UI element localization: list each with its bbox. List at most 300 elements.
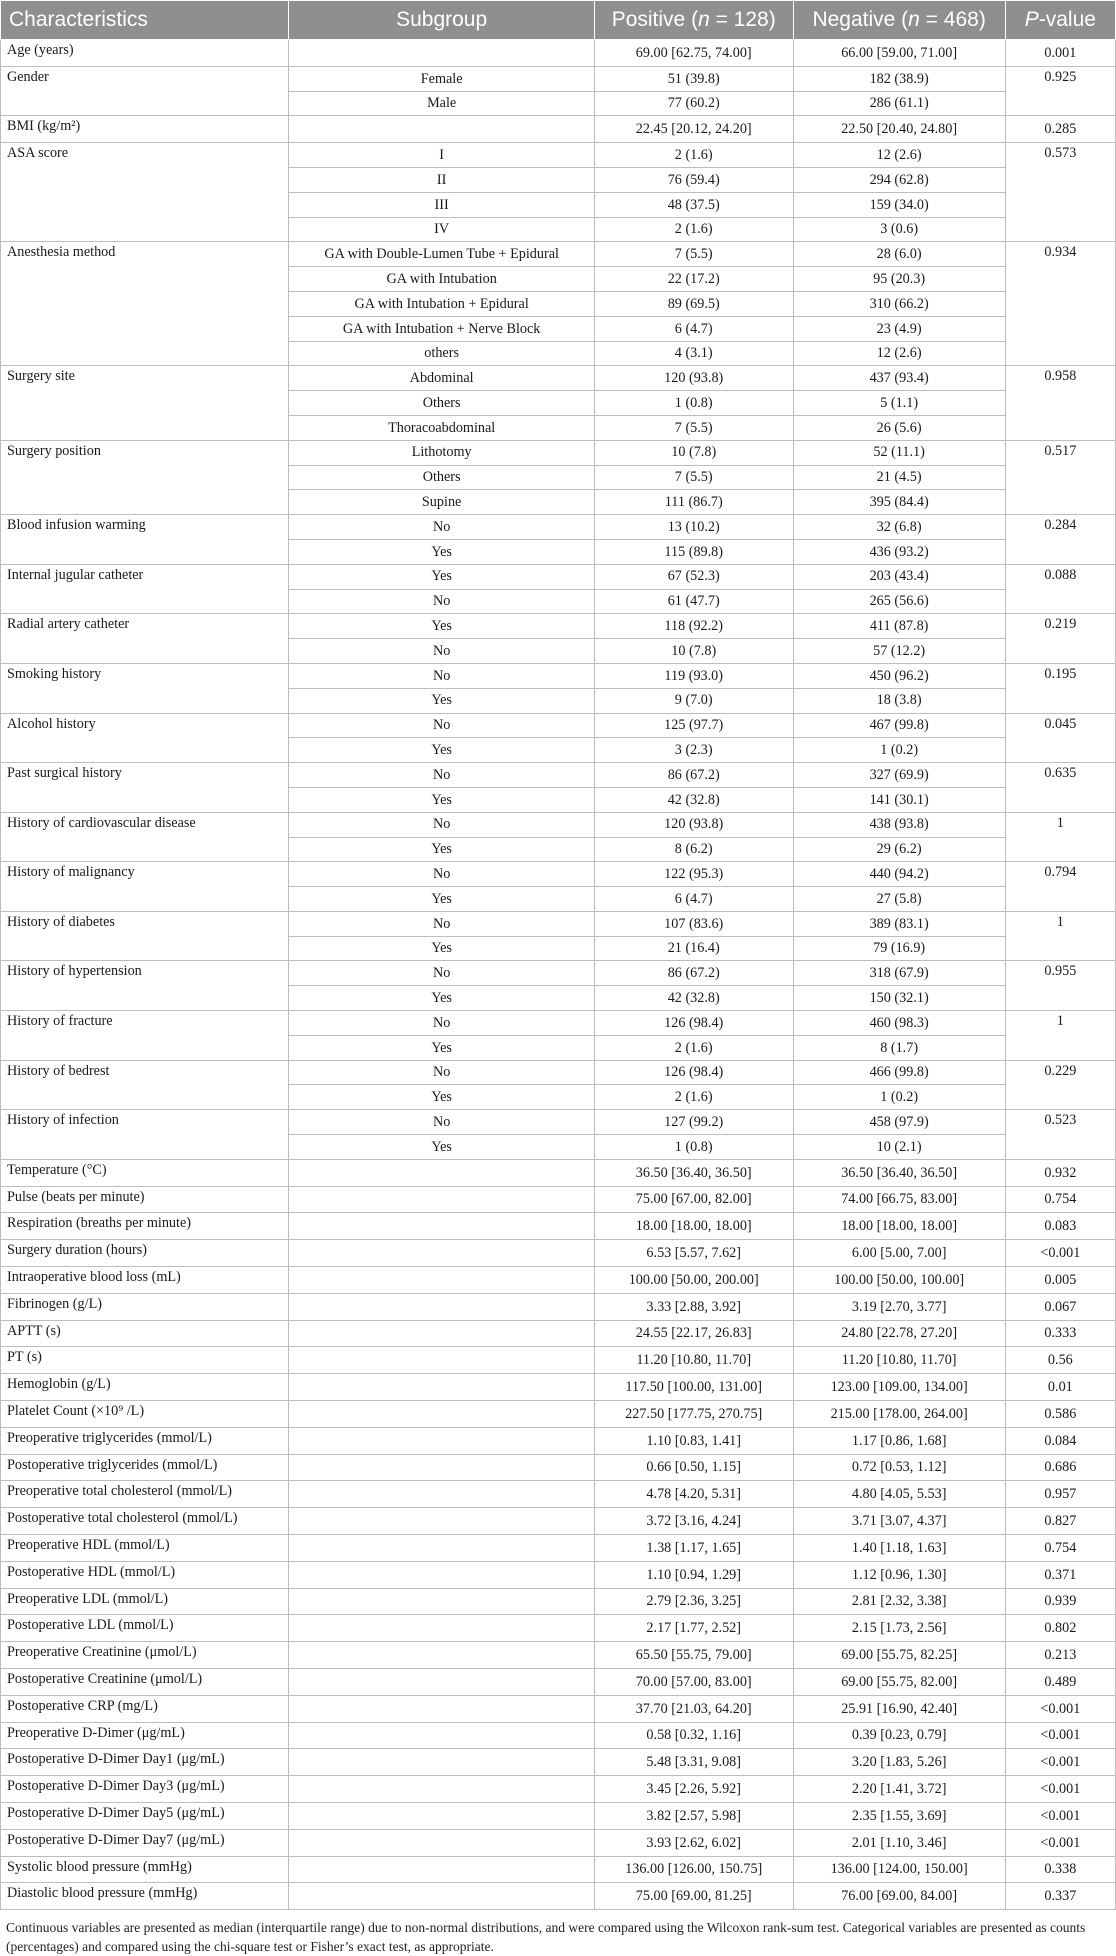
cell-subgroup: No: [289, 862, 594, 887]
cell-subgroup: No: [289, 961, 594, 986]
cell-pvalue: 0.001: [1005, 40, 1115, 67]
cell-characteristic: Postoperative D-Dimer Day1 (μg/mL): [1, 1749, 289, 1776]
table-row: [1, 1186, 1116, 1213]
cell-characteristic: Postoperative D-Dimer Day3 (μg/mL): [1, 1776, 289, 1803]
cell-negative: 3.20 [1.83, 5.26]: [793, 1749, 1005, 1776]
cell-subgroup: Yes: [289, 787, 594, 812]
cell-pvalue: 0.219: [1005, 614, 1115, 664]
cell-negative: 24.80 [22.78, 27.20]: [793, 1320, 1005, 1347]
cell-subgroup: [289, 1320, 594, 1347]
cell-negative: 69.00 [55.75, 82.00]: [793, 1669, 1005, 1696]
cell-subgroup: [289, 1561, 594, 1588]
cell-negative: 458 (97.9): [793, 1110, 1005, 1135]
cell-positive: 8 (6.2): [594, 837, 793, 862]
cell-subgroup: [289, 1374, 594, 1401]
cell-characteristic: Preoperative HDL (mmol/L): [1, 1535, 289, 1562]
cell-characteristic: Surgery duration (hours): [1, 1240, 289, 1267]
cell-positive: 3 (2.3): [594, 738, 793, 763]
cell-subgroup: Yes: [289, 1135, 594, 1160]
cell-positive: 1 (0.8): [594, 1135, 793, 1160]
cell-negative: 2.15 [1.73, 2.56]: [793, 1615, 1005, 1642]
cell-negative: 74.00 [66.75, 83.00]: [793, 1186, 1005, 1213]
cell-positive: 117.50 [100.00, 131.00]: [594, 1374, 793, 1401]
cell-subgroup: Lithotomy: [289, 440, 594, 465]
cell-pvalue: 0.045: [1005, 713, 1115, 763]
cell-characteristic: APTT (s): [1, 1320, 289, 1347]
cell-pvalue: <0.001: [1005, 1776, 1115, 1803]
cell-subgroup: No: [289, 763, 594, 788]
cell-pvalue: <0.001: [1005, 1749, 1115, 1776]
cell-pvalue: <0.001: [1005, 1722, 1115, 1749]
cell-negative: 12 (2.6): [793, 143, 1005, 168]
cell-pvalue: 0.213: [1005, 1642, 1115, 1669]
cell-subgroup: III: [289, 192, 594, 217]
cell-subgroup: [289, 1695, 594, 1722]
cell-subgroup: GA with Intubation + Epidural: [289, 291, 594, 316]
cell-positive: 3.93 [2.62, 6.02]: [594, 1829, 793, 1856]
cell-pvalue: 0.333: [1005, 1320, 1115, 1347]
cell-subgroup: Yes: [289, 539, 594, 564]
cell-characteristic: Postoperative D-Dimer Day5 (μg/mL): [1, 1802, 289, 1829]
table-row: [1, 1883, 1116, 1910]
cell-positive: 100.00 [50.00, 200.00]: [594, 1267, 793, 1294]
cell-negative: 294 (62.8): [793, 167, 1005, 192]
cell-characteristic: Postoperative LDL (mmol/L): [1, 1615, 289, 1642]
table-row: [1, 862, 1116, 887]
table-row: [1, 1240, 1116, 1267]
cell-negative: 95 (20.3): [793, 267, 1005, 292]
cell-pvalue: <0.001: [1005, 1240, 1115, 1267]
cell-characteristic: Preoperative Creatinine (μmol/L): [1, 1642, 289, 1669]
cell-subgroup: Yes: [289, 688, 594, 713]
table-row: [1, 1615, 1116, 1642]
cell-subgroup: Others: [289, 465, 594, 490]
cell-positive: 75.00 [69.00, 81.25]: [594, 1883, 793, 1910]
cell-subgroup: [289, 1293, 594, 1320]
cell-positive: 10 (7.8): [594, 440, 793, 465]
cell-positive: 1.10 [0.94, 1.29]: [594, 1561, 793, 1588]
cell-pvalue: 0.958: [1005, 366, 1115, 440]
cell-characteristic: History of cardiovascular disease: [1, 812, 289, 862]
cell-pvalue: 0.229: [1005, 1060, 1115, 1110]
table-row: [1, 812, 1116, 837]
cell-positive: 2 (1.6): [594, 143, 793, 168]
cell-positive: 70.00 [57.00, 83.00]: [594, 1669, 793, 1696]
table-body: [1, 40, 1116, 1910]
cell-characteristic: Systolic blood pressure (mmHg): [1, 1856, 289, 1883]
cell-negative: 18.00 [18.00, 18.00]: [793, 1213, 1005, 1240]
cell-characteristic: Past surgical history: [1, 763, 289, 813]
cell-negative: 66.00 [59.00, 71.00]: [793, 40, 1005, 67]
cell-pvalue: 0.827: [1005, 1508, 1115, 1535]
cell-pvalue: <0.001: [1005, 1829, 1115, 1856]
cell-negative: 12 (2.6): [793, 341, 1005, 366]
cell-positive: 22.45 [20.12, 24.20]: [594, 116, 793, 143]
cell-subgroup: No: [289, 515, 594, 540]
cell-pvalue: 0.925: [1005, 66, 1115, 116]
cell-negative: 29 (6.2): [793, 837, 1005, 862]
cell-subgroup: IV: [289, 217, 594, 242]
cell-characteristic: Preoperative LDL (mmol/L): [1, 1588, 289, 1615]
cell-pvalue: 0.802: [1005, 1615, 1115, 1642]
cell-positive: 6.53 [5.57, 7.62]: [594, 1240, 793, 1267]
table-row: [1, 1856, 1116, 1883]
cell-negative: 57 (12.2): [793, 639, 1005, 664]
cell-positive: 115 (89.8): [594, 539, 793, 564]
cell-positive: 61 (47.7): [594, 589, 793, 614]
cell-positive: 119 (93.0): [594, 663, 793, 688]
cell-negative: 123.00 [109.00, 134.00]: [793, 1374, 1005, 1401]
cell-positive: 7 (5.5): [594, 465, 793, 490]
cell-positive: 7 (5.5): [594, 415, 793, 440]
cell-negative: 2.01 [1.10, 3.46]: [793, 1829, 1005, 1856]
cell-subgroup: Thoracoabdominal: [289, 415, 594, 440]
cell-subgroup: No: [289, 1110, 594, 1135]
cell-characteristic: BMI (kg/m²): [1, 116, 289, 143]
cell-negative: 2.20 [1.41, 3.72]: [793, 1776, 1005, 1803]
cell-characteristic: Hemoglobin (g/L): [1, 1374, 289, 1401]
table-row: [1, 366, 1116, 391]
cell-negative: 5 (1.1): [793, 391, 1005, 416]
cell-negative: 395 (84.4): [793, 490, 1005, 515]
cell-negative: 136.00 [124.00, 150.00]: [793, 1856, 1005, 1883]
cell-positive: 111 (86.7): [594, 490, 793, 515]
cell-positive: 13 (10.2): [594, 515, 793, 540]
cell-characteristic: Smoking history: [1, 663, 289, 713]
cell-characteristic: History of malignancy: [1, 862, 289, 912]
table-row: [1, 1320, 1116, 1347]
cell-negative: 159 (34.0): [793, 192, 1005, 217]
table-row: [1, 1267, 1116, 1294]
table-row: [1, 1347, 1116, 1374]
header-characteristics: Characteristics: [1, 1, 289, 40]
cell-positive: 42 (32.8): [594, 787, 793, 812]
table-row: [1, 1159, 1116, 1186]
cell-positive: 0.66 [0.50, 1.15]: [594, 1454, 793, 1481]
cell-pvalue: 0.005: [1005, 1267, 1115, 1294]
header-positive: Positive (n = 128): [594, 1, 793, 40]
cell-positive: 125 (97.7): [594, 713, 793, 738]
cell-subgroup: [289, 1883, 594, 1910]
cell-negative: 36.50 [36.40, 36.50]: [793, 1159, 1005, 1186]
cell-negative: 1 (0.2): [793, 1085, 1005, 1110]
cell-characteristic: Surgery site: [1, 366, 289, 440]
cell-positive: 136.00 [126.00, 150.75]: [594, 1856, 793, 1883]
cell-characteristic: Preoperative total cholesterol (mmol/L): [1, 1481, 289, 1508]
table-row: [1, 1561, 1116, 1588]
cell-pvalue: 0.284: [1005, 515, 1115, 565]
cell-negative: 438 (93.8): [793, 812, 1005, 837]
cell-characteristic: Surgery position: [1, 440, 289, 514]
cell-negative: 440 (94.2): [793, 862, 1005, 887]
cell-negative: 0.72 [0.53, 1.12]: [793, 1454, 1005, 1481]
cell-subgroup: Yes: [289, 887, 594, 912]
table-row: [1, 1695, 1116, 1722]
cell-negative: 4.80 [4.05, 5.53]: [793, 1481, 1005, 1508]
cell-negative: 460 (98.3): [793, 1011, 1005, 1036]
cell-positive: 86 (67.2): [594, 763, 793, 788]
cell-negative: 286 (61.1): [793, 91, 1005, 116]
table-row: [1, 1374, 1116, 1401]
table-header: [1, 1, 1116, 40]
cell-subgroup: Yes: [289, 614, 594, 639]
cell-positive: 69.00 [62.75, 74.00]: [594, 40, 793, 67]
cell-positive: 0.58 [0.32, 1.16]: [594, 1722, 793, 1749]
table-row: [1, 515, 1116, 540]
cell-positive: 77 (60.2): [594, 91, 793, 116]
table-row: [1, 763, 1116, 788]
cell-negative: 3.19 [2.70, 3.77]: [793, 1293, 1005, 1320]
cell-characteristic: History of fracture: [1, 1011, 289, 1061]
cell-pvalue: 0.686: [1005, 1454, 1115, 1481]
cell-subgroup: [289, 1267, 594, 1294]
cell-negative: 467 (99.8): [793, 713, 1005, 738]
cell-pvalue: <0.001: [1005, 1802, 1115, 1829]
cell-positive: 1 (0.8): [594, 391, 793, 416]
cell-negative: 76.00 [69.00, 84.00]: [793, 1883, 1005, 1910]
cell-characteristic: Anesthesia method: [1, 242, 289, 366]
cell-characteristic: Gender: [1, 66, 289, 116]
cell-pvalue: 0.285: [1005, 116, 1115, 143]
table-row: [1, 1110, 1116, 1135]
cell-characteristic: History of hypertension: [1, 961, 289, 1011]
cell-pvalue: 0.067: [1005, 1293, 1115, 1320]
cell-pvalue: 0.084: [1005, 1427, 1115, 1454]
cell-negative: 450 (96.2): [793, 663, 1005, 688]
cell-positive: 120 (93.8): [594, 812, 793, 837]
cell-subgroup: [289, 1427, 594, 1454]
cell-characteristic: Respiration (breaths per minute): [1, 1213, 289, 1240]
cell-subgroup: Others: [289, 391, 594, 416]
cell-pvalue: 0.573: [1005, 143, 1115, 242]
cell-characteristic: Fibrinogen (g/L): [1, 1293, 289, 1320]
cell-positive: 120 (93.8): [594, 366, 793, 391]
cell-positive: 89 (69.5): [594, 291, 793, 316]
cell-negative: 466 (99.8): [793, 1060, 1005, 1085]
cell-subgroup: [289, 1159, 594, 1186]
cell-subgroup: [289, 1481, 594, 1508]
table-row: [1, 143, 1116, 168]
cell-positive: 3.82 [2.57, 5.98]: [594, 1802, 793, 1829]
table-row: [1, 961, 1116, 986]
cell-negative: 203 (43.4): [793, 564, 1005, 589]
cell-pvalue: 0.635: [1005, 763, 1115, 813]
cell-negative: 3.71 [3.07, 4.37]: [793, 1508, 1005, 1535]
cell-negative: 1.12 [0.96, 1.30]: [793, 1561, 1005, 1588]
cell-subgroup: Supine: [289, 490, 594, 515]
cell-positive: 65.50 [55.75, 79.00]: [594, 1642, 793, 1669]
cell-positive: 127 (99.2): [594, 1110, 793, 1135]
header-negative: Negative (n = 468): [793, 1, 1005, 40]
cell-subgroup: [289, 40, 594, 67]
cell-subgroup: No: [289, 812, 594, 837]
cell-characteristic: PT (s): [1, 1347, 289, 1374]
cell-subgroup: [289, 116, 594, 143]
cell-negative: 411 (87.8): [793, 614, 1005, 639]
cell-subgroup: No: [289, 639, 594, 664]
table-row: [1, 1213, 1116, 1240]
cell-pvalue: 0.586: [1005, 1401, 1115, 1428]
table-row: [1, 1642, 1116, 1669]
cell-positive: 4 (3.1): [594, 341, 793, 366]
cell-subgroup: [289, 1669, 594, 1696]
cell-characteristic: Preoperative D-Dimer (μg/mL): [1, 1722, 289, 1749]
cell-characteristic: Postoperative Creatinine (μmol/L): [1, 1669, 289, 1696]
cell-subgroup: [289, 1401, 594, 1428]
cell-pvalue: 0.088: [1005, 564, 1115, 614]
cell-positive: 2 (1.6): [594, 217, 793, 242]
cell-subgroup: [289, 1535, 594, 1562]
cell-negative: 215.00 [178.00, 264.00]: [793, 1401, 1005, 1428]
cell-subgroup: No: [289, 663, 594, 688]
cell-positive: 24.55 [22.17, 26.83]: [594, 1320, 793, 1347]
cell-subgroup: Male: [289, 91, 594, 116]
cell-subgroup: Female: [289, 66, 594, 91]
cell-subgroup: [289, 1856, 594, 1883]
cell-negative: 2.35 [1.55, 3.69]: [793, 1802, 1005, 1829]
cell-subgroup: others: [289, 341, 594, 366]
cell-negative: 11.20 [10.80, 11.70]: [793, 1347, 1005, 1374]
table-row: [1, 1749, 1116, 1776]
cell-characteristic: Postoperative CRP (mg/L): [1, 1695, 289, 1722]
cell-characteristic: History of infection: [1, 1110, 289, 1160]
cell-negative: 1.40 [1.18, 1.63]: [793, 1535, 1005, 1562]
cell-positive: 18.00 [18.00, 18.00]: [594, 1213, 793, 1240]
cell-negative: 1.17 [0.86, 1.68]: [793, 1427, 1005, 1454]
cell-subgroup: [289, 1588, 594, 1615]
cell-positive: 118 (92.2): [594, 614, 793, 639]
cell-subgroup: Yes: [289, 837, 594, 862]
cell-negative: 318 (67.9): [793, 961, 1005, 986]
cell-positive: 126 (98.4): [594, 1060, 793, 1085]
cell-pvalue: 0.794: [1005, 862, 1115, 912]
cell-negative: 27 (5.8): [793, 887, 1005, 912]
cell-subgroup: [289, 1508, 594, 1535]
cell-characteristic: Platelet Count (×10⁹ /L): [1, 1401, 289, 1428]
cell-negative: 52 (11.1): [793, 440, 1005, 465]
table-row: [1, 1427, 1116, 1454]
table-row: [1, 1060, 1116, 1085]
cell-pvalue: 0.754: [1005, 1186, 1115, 1213]
cell-subgroup: No: [289, 911, 594, 936]
cell-negative: 141 (30.1): [793, 787, 1005, 812]
cell-subgroup: Yes: [289, 564, 594, 589]
cell-characteristic: Postoperative D-Dimer Day7 (μg/mL): [1, 1829, 289, 1856]
cell-subgroup: [289, 1802, 594, 1829]
cell-characteristic: Radial artery catheter: [1, 614, 289, 664]
cell-positive: 122 (95.3): [594, 862, 793, 887]
cell-negative: 0.39 [0.23, 0.79]: [793, 1722, 1005, 1749]
cell-pvalue: 0.955: [1005, 961, 1115, 1011]
cell-characteristic: Postoperative total cholesterol (mmol/L): [1, 1508, 289, 1535]
cell-negative: 23 (4.9): [793, 316, 1005, 341]
cell-characteristic: Pulse (beats per minute): [1, 1186, 289, 1213]
cell-pvalue: 0.337: [1005, 1883, 1115, 1910]
cell-negative: 6.00 [5.00, 7.00]: [793, 1240, 1005, 1267]
cell-positive: 76 (59.4): [594, 167, 793, 192]
table-row: [1, 911, 1116, 936]
cell-pvalue: 0.957: [1005, 1481, 1115, 1508]
cell-pvalue: 0.01: [1005, 1374, 1115, 1401]
header-pvalue: P-value: [1005, 1, 1115, 40]
cell-negative: 182 (38.9): [793, 66, 1005, 91]
cell-positive: 107 (83.6): [594, 911, 793, 936]
cell-positive: 48 (37.5): [594, 192, 793, 217]
table-row: [1, 663, 1116, 688]
cell-positive: 86 (67.2): [594, 961, 793, 986]
cell-negative: 69.00 [55.75, 82.25]: [793, 1642, 1005, 1669]
cell-pvalue: <0.001: [1005, 1695, 1115, 1722]
table-row: [1, 1829, 1116, 1856]
cell-positive: 67 (52.3): [594, 564, 793, 589]
table-row: [1, 66, 1116, 91]
cell-positive: 126 (98.4): [594, 1011, 793, 1036]
cell-positive: 7 (5.5): [594, 242, 793, 267]
cell-characteristic: Blood infusion warming: [1, 515, 289, 565]
cell-subgroup: [289, 1749, 594, 1776]
table-row: [1, 564, 1116, 589]
cell-negative: 32 (6.8): [793, 515, 1005, 540]
table-row: [1, 1535, 1116, 1562]
table-row: [1, 1508, 1116, 1535]
cell-subgroup: [289, 1186, 594, 1213]
cell-characteristic: Temperature (°C): [1, 1159, 289, 1186]
cell-negative: 389 (83.1): [793, 911, 1005, 936]
table-row: [1, 1401, 1116, 1428]
cell-pvalue: 0.489: [1005, 1669, 1115, 1696]
cell-pvalue: 0.371: [1005, 1561, 1115, 1588]
cell-characteristic: Preoperative triglycerides (mmol/L): [1, 1427, 289, 1454]
cell-negative: 10 (2.1): [793, 1135, 1005, 1160]
cell-positive: 6 (4.7): [594, 887, 793, 912]
cell-negative: 2.81 [2.32, 3.38]: [793, 1588, 1005, 1615]
cell-positive: 75.00 [67.00, 82.00]: [594, 1186, 793, 1213]
cell-negative: 28 (6.0): [793, 242, 1005, 267]
cell-pvalue: 0.083: [1005, 1213, 1115, 1240]
cell-negative: 150 (32.1): [793, 986, 1005, 1011]
cell-subgroup: No: [289, 589, 594, 614]
cell-positive: 11.20 [10.80, 11.70]: [594, 1347, 793, 1374]
cell-subgroup: [289, 1615, 594, 1642]
cell-negative: 22.50 [20.40, 24.80]: [793, 116, 1005, 143]
cell-pvalue: 0.939: [1005, 1588, 1115, 1615]
cell-negative: 18 (3.8): [793, 688, 1005, 713]
cell-positive: 5.48 [3.31, 9.08]: [594, 1749, 793, 1776]
table-row: [1, 614, 1116, 639]
cell-positive: 3.72 [3.16, 4.24]: [594, 1508, 793, 1535]
cell-positive: 21 (16.4): [594, 936, 793, 961]
table-footnote: Continuous variables are presented as median (interquartile range) due to non-normal distributions, and were compared using the Wilcoxon rank-sum test. Categorical variables are presented as counts (percentages) and compared using the chi-square test or Fisher’s exact test, as appropriate.: [6, 1920, 1086, 1955]
cell-pvalue: 0.195: [1005, 663, 1115, 713]
table-row: [1, 1588, 1116, 1615]
cell-characteristic: History of bedrest: [1, 1060, 289, 1110]
cell-negative: 3 (0.6): [793, 217, 1005, 242]
cell-negative: 79 (16.9): [793, 936, 1005, 961]
cell-subgroup: Yes: [289, 986, 594, 1011]
cell-negative: 437 (93.4): [793, 366, 1005, 391]
cell-pvalue: 0.934: [1005, 242, 1115, 366]
cell-subgroup: Yes: [289, 936, 594, 961]
cell-subgroup: [289, 1454, 594, 1481]
cell-pvalue: 0.932: [1005, 1159, 1115, 1186]
cell-positive: 2 (1.6): [594, 1085, 793, 1110]
cell-positive: 6 (4.7): [594, 316, 793, 341]
cell-negative: 21 (4.5): [793, 465, 1005, 490]
cell-characteristic: Age (years): [1, 40, 289, 67]
cell-pvalue: 1: [1005, 812, 1115, 862]
cell-negative: 327 (69.9): [793, 763, 1005, 788]
cell-characteristic: Internal jugular catheter: [1, 564, 289, 614]
